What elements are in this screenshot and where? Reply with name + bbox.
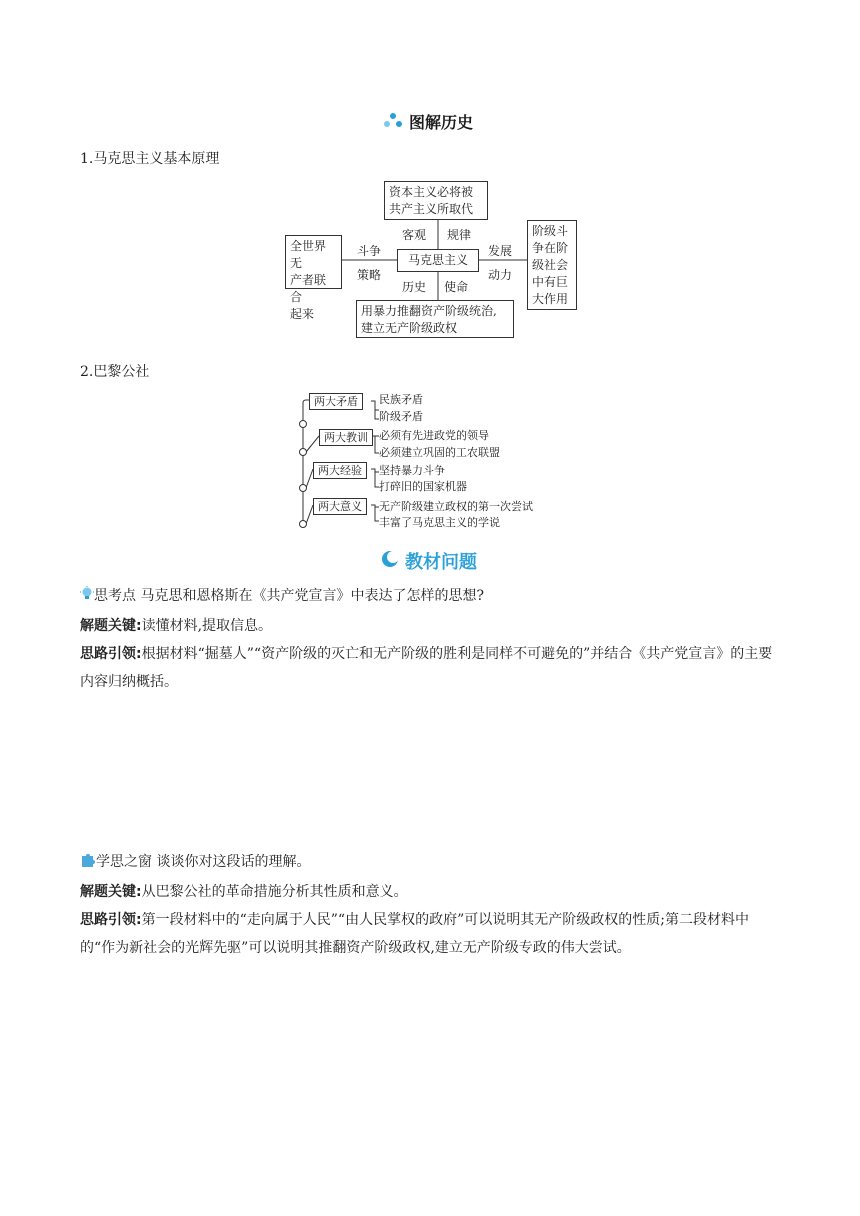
- question1-guide: [80, 640, 780, 696]
- left-box-workers-unite: [285, 235, 342, 321]
- label-law: 规律: [447, 228, 472, 242]
- label-history: 历史: [402, 280, 427, 294]
- item-enriched-marxism: 丰富了马克思主义的学说: [379, 516, 500, 529]
- question1-block: [80, 582, 780, 696]
- diagram2-heading: 2.巴黎公社: [80, 364, 150, 380]
- item-first-attempt: 无产阶级建立政权的第一次尝试: [379, 500, 533, 513]
- item-smash-state-machine: 打碎旧的国家机器: [379, 480, 467, 493]
- item-worker-peasant-alliance: 必须建立巩固的工农联盟: [379, 446, 500, 459]
- left-box-line: 产者联合: [290, 273, 327, 304]
- right-box-line: 阶级斗: [532, 224, 569, 238]
- key-text: 从巴黎公社的革命措施分析其性质和意义。: [141, 884, 408, 900]
- top-box-line: 资本主义必将被: [389, 185, 474, 199]
- question2-guide: [80, 906, 780, 962]
- puzzle-icon: [80, 850, 96, 878]
- label-mission: 使命: [444, 280, 469, 294]
- bottom-box-line: 建立无产阶级政权: [361, 321, 458, 335]
- guide-text: 第一段材料中的“走向属于人民”“由人民掌权的政府”可以说明其无产阶级政权的性质;第二段材料中的“作为新社会的光辉先驱”可以说明其推翻资产阶级政权,建立无产阶级专政的伟大尝试。: [80, 912, 749, 956]
- right-box-line: 中有巨: [532, 275, 569, 289]
- item-class-contradiction: 阶级矛盾: [379, 410, 423, 423]
- center-box-marxism: 马克思主义: [397, 249, 479, 272]
- moon-icon: [381, 550, 399, 573]
- paris-commune-diagram: [295, 391, 570, 536]
- right-box-line: 大作用: [532, 292, 569, 306]
- label-two-contradictions: 两大矛盾: [309, 393, 363, 410]
- label-two-significances: 两大意义: [313, 498, 367, 515]
- key-label: 解题关键:: [80, 884, 142, 900]
- top-box-line: 共产主义所取代: [389, 202, 474, 216]
- label-struggle: 斗争: [357, 244, 382, 258]
- top-box-capitalism-replaced: [384, 181, 488, 220]
- question2-prompt-text: 学思之窗 谈谈你对这段话的理解。: [96, 854, 311, 870]
- label-development: 发展: [488, 244, 513, 258]
- section-title-text: 教材问题: [405, 552, 477, 573]
- label-strategy: 策略: [357, 268, 382, 282]
- right-box-line: 级社会: [532, 258, 569, 272]
- item-violent-struggle: 坚持暴力斗争: [379, 464, 445, 477]
- question1-prompt-text: 思考点 马克思和恩格斯在《共产党宣言》中表达了怎样的思想?: [94, 588, 484, 604]
- label-two-lessons: 两大教训: [319, 429, 373, 446]
- item-national-contradiction: 民族矛盾: [379, 393, 423, 406]
- question2-prompt: [80, 848, 780, 878]
- bulb-icon: [80, 584, 94, 612]
- bottom-box-violent-overthrow: [356, 300, 514, 338]
- label-two-experiences: 两大经验: [313, 462, 367, 479]
- left-box-line: 起来: [290, 307, 315, 321]
- right-box-line: 争在阶: [532, 241, 569, 255]
- key-label: 解题关键:: [80, 618, 142, 634]
- section-title-textbook-questions: [381, 548, 477, 574]
- diagram1-heading: 1.马克思主义基本原理: [80, 151, 220, 167]
- question2-block: [80, 848, 780, 962]
- section-title-text: 图解历史: [409, 113, 474, 132]
- label-objective: 客观: [402, 228, 427, 242]
- question1-key: [80, 612, 780, 640]
- right-box-class-struggle: [527, 220, 577, 310]
- guide-label: 思路引领:: [80, 912, 142, 928]
- guide-label: 思路引领:: [80, 646, 142, 662]
- key-text: 读懂材料,提取信息。: [141, 618, 273, 634]
- guide-text: 根据材料“掘墓人”“资产阶级的灭亡和无产阶级的胜利是同样不可避免的”并结合《共产党宣言》的主要内容归纳概括。: [80, 646, 773, 690]
- triangle-dots-icon: [383, 112, 403, 132]
- left-box-line: 全世界无: [290, 239, 327, 270]
- question2-key: [80, 878, 780, 906]
- question1-prompt: [80, 582, 780, 612]
- item-advanced-party: 必须有先进政党的领导: [379, 429, 489, 442]
- label-driving-force: 动力: [488, 268, 513, 282]
- section-title-illustrated-history: [383, 110, 473, 133]
- marxism-principles-diagram: [284, 180, 579, 340]
- bottom-box-line: 用暴力推翻资产阶级统治,: [361, 304, 497, 318]
